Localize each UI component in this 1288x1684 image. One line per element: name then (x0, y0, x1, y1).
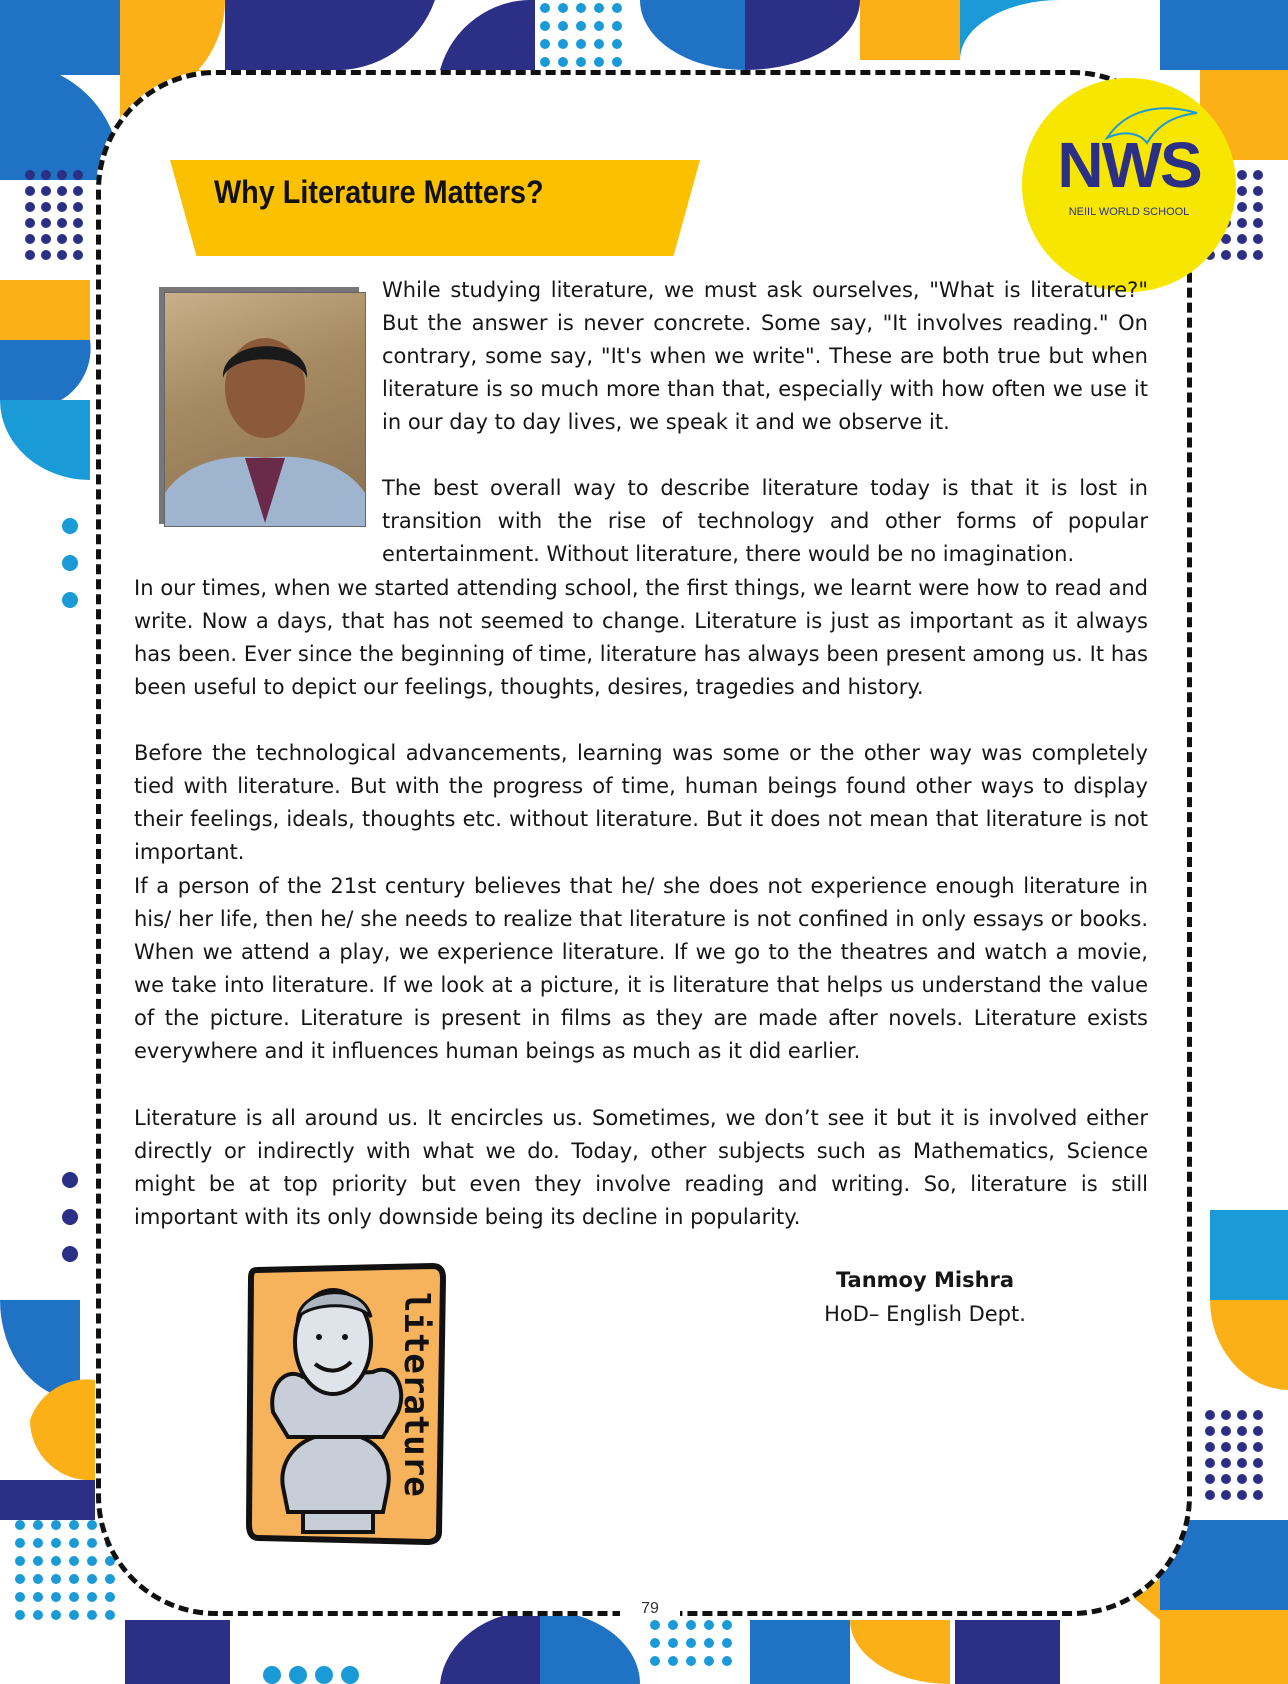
paragraph-4: Before the technological advancements, learning was some or the other way was completely tied with literature. But with the progress of time, human beings found other ways to display their feelings, ideals, thoughts etc. without literature. But it does not mean that literature is not important. (134, 741, 1148, 864)
deco-dot (15, 1556, 25, 1566)
deco-arc (0, 400, 90, 480)
deco-dot (1253, 1474, 1263, 1484)
deco-dot (41, 234, 51, 244)
deco-block (1210, 1210, 1288, 1300)
author-name: Tanmoy Mishra (835, 1268, 1015, 1292)
deco-arc (640, 0, 745, 70)
paragraph-3: In our times, when we started attending school, the first things, we learnt were how to read and write. Now a days, that has not seemed to change. Literature is just as important as it always has been. Ever since the beginning of time, literature has always been present among us. It has been useful to depict our feelings, thoughts, desires, tragedies and history. (134, 576, 1148, 699)
deco-dot (15, 1520, 25, 1530)
deco-block (1160, 1610, 1288, 1684)
deco-dot (33, 1610, 43, 1620)
deco-dot (558, 21, 568, 31)
deco-dot (15, 1574, 25, 1584)
deco-block (0, 280, 90, 340)
deco-dot (1237, 202, 1247, 212)
deco-dot (33, 1556, 43, 1566)
deco-dot (686, 1656, 696, 1666)
deco-dot (650, 1620, 660, 1630)
deco-dot (57, 186, 67, 196)
deco-dot (1253, 202, 1263, 212)
deco-dot (41, 250, 51, 260)
school-logo (1022, 78, 1236, 292)
deco-dot (594, 21, 604, 31)
deco-dot (1237, 1490, 1247, 1500)
deco-dot (1205, 1458, 1215, 1468)
deco-dot (25, 234, 35, 244)
deco-block (225, 0, 330, 70)
deco-dot (1253, 218, 1263, 228)
deco-dot (1253, 234, 1263, 244)
deco-dot (69, 1556, 79, 1566)
paragraph-6: Literature is all around us. It encircles us. Sometimes, we don’t see it but it is involved either directly or indirectly with what we do. Today, other subjects such as Mathematics, Science might be at top priority but even they involve reading and writing. So, literature is still important with its only downside being its decline in popularity. (134, 1106, 1148, 1229)
deco-dot (25, 250, 35, 260)
deco-dot (1253, 1442, 1263, 1452)
literature-illustration (243, 1262, 448, 1547)
deco-dot (1253, 1458, 1263, 1468)
deco-dot (540, 21, 550, 31)
deco-block (750, 1620, 850, 1684)
deco-dot (15, 1538, 25, 1548)
deco-dot (1237, 170, 1247, 180)
deco-quarter (540, 1610, 640, 1684)
deco-dot (1237, 1410, 1247, 1420)
deco-dot (51, 1556, 61, 1566)
deco-dot (722, 1656, 732, 1666)
deco-dot (87, 1538, 97, 1548)
deco-dot (51, 1574, 61, 1584)
deco-dot (25, 170, 35, 180)
deco-dot (73, 234, 83, 244)
deco-dot (612, 3, 622, 13)
deco-dot (576, 57, 586, 67)
deco-dot (558, 3, 568, 13)
deco-dot (1237, 1442, 1247, 1452)
deco-dot (540, 3, 550, 13)
deco-dot (1205, 1490, 1215, 1500)
deco-dot (1221, 1490, 1231, 1500)
deco-dot (25, 186, 35, 196)
deco-dot (668, 1638, 678, 1648)
deco-dot (73, 202, 83, 212)
deco-dot (69, 1610, 79, 1620)
deco-dot (315, 1666, 333, 1684)
deco-dot (1221, 1458, 1231, 1468)
deco-dot (686, 1638, 696, 1648)
deco-dot (57, 250, 67, 260)
paragraph-1: While studying literature, we must ask ourselves, "What is literature?" But the answer is never concrete. Some say, "It involves reading." On contrary, some say, "It's when we write". These are both true but when literature is so much more than that, especially with how often we use it in our day to day lives, we speak it and we observe it. (382, 278, 1148, 434)
deco-semicircle (30, 1379, 95, 1480)
deco-block (125, 1620, 230, 1684)
deco-dot (558, 57, 568, 67)
deco-dot (1237, 218, 1247, 228)
deco-dot (576, 3, 586, 13)
deco-dot (73, 186, 83, 196)
article-title: Why Literature Matters? (214, 174, 544, 210)
deco-dot (69, 1520, 79, 1530)
deco-dot (668, 1620, 678, 1630)
deco-dot (558, 39, 568, 49)
deco-dot (289, 1666, 307, 1684)
deco-dot (73, 218, 83, 228)
deco-dot (1221, 1410, 1231, 1420)
deco-dot (57, 234, 67, 244)
deco-dot (69, 1592, 79, 1602)
deco-dot (41, 218, 51, 228)
deco-dot (62, 518, 78, 534)
logo-initials: NWS (1057, 129, 1201, 201)
deco-dot (15, 1610, 25, 1620)
deco-dot (1221, 1442, 1231, 1452)
paragraph-5: If a person of the 21st century believes that he/ she does not experience enough literature in his/ her life, then he/ she needs to realize that literature is not confined in only essays or books. When we attend a play, we experience literature. If we go to the theatres and watch a movie, we take into literature. If we look at a picture, it is literature that helps us understand the value of the picture. Literature is present in films as they are made after novels. Literature exists everywhere and it influences human beings as much as it did earlier. (134, 874, 1148, 1063)
deco-dot (41, 202, 51, 212)
author-photo (164, 292, 366, 527)
deco-dot (87, 1520, 97, 1530)
deco-dot (668, 1656, 678, 1666)
author-portrait (165, 293, 365, 526)
deco-dot (612, 39, 622, 49)
deco-dot (1205, 1442, 1215, 1452)
deco-dot (1253, 250, 1263, 260)
deco-dot (62, 555, 78, 571)
illustration-label: literature (396, 1292, 436, 1497)
deco-dot (87, 1556, 97, 1566)
deco-dot (69, 1574, 79, 1584)
deco-dot (1221, 250, 1231, 260)
deco-dot (650, 1638, 660, 1648)
deco-dot (1205, 1410, 1215, 1420)
deco-dot (704, 1656, 714, 1666)
deco-dot (62, 1172, 78, 1188)
deco-dot (686, 1620, 696, 1630)
deco-dot (41, 186, 51, 196)
deco-dot (1205, 1426, 1215, 1436)
deco-dot (105, 1574, 115, 1584)
logo-school-name: NEIIL WORLD SCHOOL (1068, 206, 1190, 218)
deco-dot (33, 1574, 43, 1584)
deco-dot (33, 1538, 43, 1548)
deco-dot (62, 1209, 78, 1225)
deco-dot (704, 1638, 714, 1648)
deco-dot (62, 1246, 78, 1262)
deco-dot (57, 218, 67, 228)
deco-dot (73, 170, 83, 180)
deco-dot (1221, 1474, 1231, 1484)
author-role: HoD– English Dept. (824, 1302, 1026, 1326)
deco-arc (850, 1620, 950, 1684)
deco-dot (33, 1592, 43, 1602)
deco-block (955, 1620, 1060, 1684)
deco-dot (73, 250, 83, 260)
page-number: 79 (620, 1600, 680, 1618)
deco-block (860, 0, 960, 60)
deco-dot (1253, 170, 1263, 180)
deco-dot (1221, 1426, 1231, 1436)
deco-quarter (440, 0, 535, 70)
deco-dot (612, 21, 622, 31)
deco-dot (1253, 1410, 1263, 1420)
deco-dot (51, 1520, 61, 1530)
deco-dot (612, 57, 622, 67)
deco-dot (722, 1638, 732, 1648)
deco-arc (1210, 1300, 1288, 1390)
deco-dot (1237, 250, 1247, 260)
deco-dot (57, 202, 67, 212)
deco-dot (41, 170, 51, 180)
deco-dot (704, 1620, 714, 1630)
deco-dot (1253, 1426, 1263, 1436)
deco-dot (594, 57, 604, 67)
deco-dot (25, 218, 35, 228)
deco-dot (1253, 186, 1263, 196)
deco-dot (594, 3, 604, 13)
deco-dot (540, 39, 550, 49)
deco-dot (105, 1592, 115, 1602)
deco-dot (594, 39, 604, 49)
deco-quarter (745, 0, 860, 70)
deco-dot (1237, 186, 1247, 196)
deco-dot (576, 21, 586, 31)
deco-quarter (0, 340, 91, 408)
deco-dot (51, 1538, 61, 1548)
deco-dot (33, 1520, 43, 1530)
deco-dot (1205, 1474, 1215, 1484)
deco-quarter (330, 0, 435, 70)
deco-dot (51, 1610, 61, 1620)
deco-block (0, 1480, 95, 1520)
deco-dot (722, 1620, 732, 1630)
deco-dot (25, 202, 35, 212)
deco-dot (51, 1592, 61, 1602)
deco-dot (87, 1574, 97, 1584)
deco-dot (105, 1610, 115, 1620)
deco-dot (15, 1592, 25, 1602)
deco-dot (1237, 1458, 1247, 1468)
deco-dot (576, 39, 586, 49)
deco-dot (263, 1666, 281, 1684)
deco-dot (540, 57, 550, 67)
deco-dot (1237, 1426, 1247, 1436)
deco-block (0, 0, 120, 75)
deco-dot (57, 170, 67, 180)
deco-dot (62, 592, 78, 608)
deco-dot (1253, 1490, 1263, 1500)
deco-dot (650, 1656, 660, 1666)
paragraph-2: The best overall way to describe literature today is that it is lost in transition with the rise of technology and other forms of popular entertainment. Without literature, there would be no imagination. (382, 476, 1148, 566)
deco-quarter (440, 1610, 540, 1684)
deco-dot (1237, 1474, 1247, 1484)
deco-dot (341, 1666, 359, 1684)
deco-dot (87, 1592, 97, 1602)
deco-dot (1237, 234, 1247, 244)
deco-block (1160, 0, 1288, 70)
deco-dot (87, 1610, 97, 1620)
deco-quarter (960, 0, 1060, 60)
deco-dot (69, 1538, 79, 1548)
